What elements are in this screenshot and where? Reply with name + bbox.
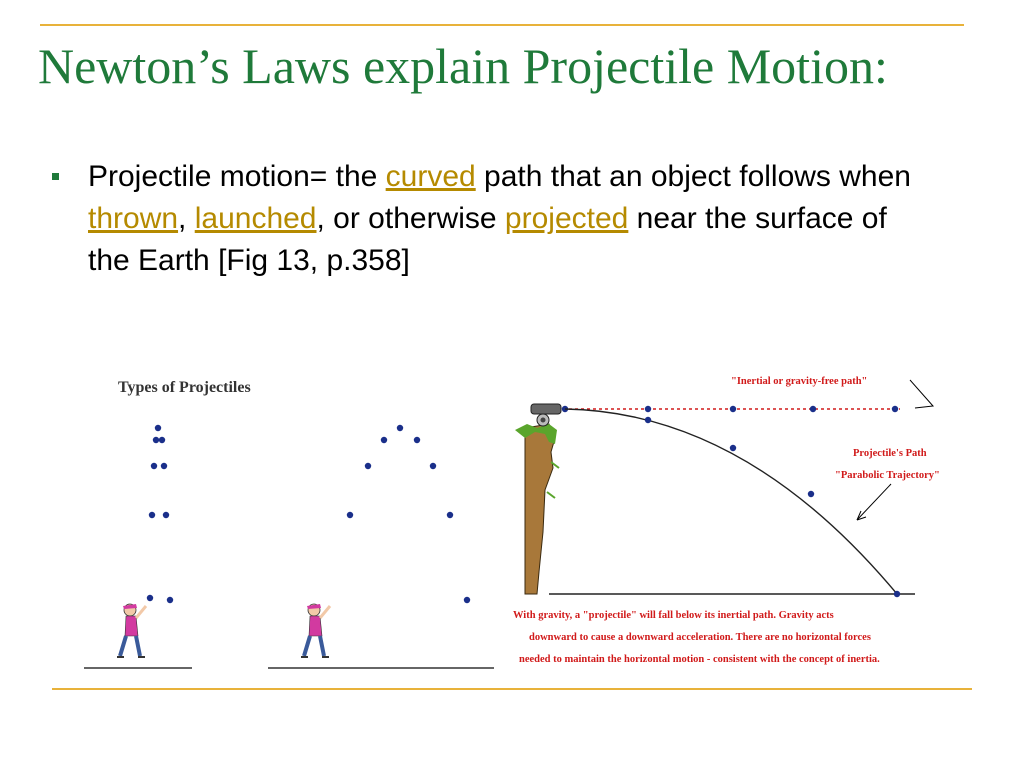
thrown-link[interactable]: thrown [88,202,179,235]
slide-title: Newton’s Laws explain Projectile Motion: [38,38,888,94]
dot [163,512,169,518]
dot [151,463,157,469]
cannon-icon [531,404,561,426]
dot [730,406,736,412]
bullet-text-3: , [178,202,195,235]
figure-left-title: Types of Projectiles [118,379,251,396]
bullet-text-4: , or otherwise [316,202,505,235]
trajectory-dots [645,417,900,597]
dot [414,437,420,443]
dot [808,491,814,497]
projectile-trajectory-figure [505,372,985,672]
cliff [525,424,555,594]
caption-line-1: With gravity, a "projectile" will fall below its inertial path. Gravity acts [513,610,834,621]
dot [464,597,470,603]
vertical-projectile-dots [147,425,173,603]
inertial-label-arrow [910,380,933,408]
types-of-projectiles-figure [82,372,498,674]
dot [397,425,403,431]
parabolic-trajectory-label: "Parabolic Trajectory" [835,470,940,481]
bullet-text-2: path that an object follows when [475,160,911,193]
dot [894,591,900,597]
caption-line-3: needed to maintain the horizontal motion - consistent with the concept of inertia. [519,654,880,665]
top-rule [40,24,964,26]
dot [155,425,161,431]
dot [159,437,165,443]
bullet-item [52,156,912,282]
bullet-text-5: near the surface of the Earth [Fig 13, p.358] [88,202,887,277]
launched-link[interactable]: launched [194,202,317,235]
inertial-path-label: "Inertial or gravity-free path" [731,376,868,387]
dot [810,406,816,412]
dot [347,512,353,518]
thrower-person-icon [117,604,146,657]
projectile-path-label: Projectile's Path [853,448,927,459]
bottom-rule [52,688,972,690]
bullet-marker-icon [52,173,59,180]
dot [147,595,153,601]
dot [149,512,155,518]
thrower-person-icon [301,604,330,657]
dot [645,406,651,412]
projected-link[interactable]: projected [504,202,629,235]
bullet-text [88,156,912,282]
bullet-text-1: Projectile motion= the [88,160,386,193]
dot [153,437,159,443]
dot [730,445,736,451]
dot [365,463,371,469]
dot [381,437,387,443]
dot [645,417,651,423]
dot [167,597,173,603]
dot [161,463,167,469]
curved-link[interactable]: curved [385,160,476,193]
dot [892,406,898,412]
dot [447,512,453,518]
parabolic-trajectory-curve [565,409,897,594]
dot [430,463,436,469]
angled-projectile-dots [347,425,470,603]
caption-line-2: downward to cause a downward acceleration. There are no horizontal forces [529,632,871,643]
path-label-arrow [857,484,891,520]
